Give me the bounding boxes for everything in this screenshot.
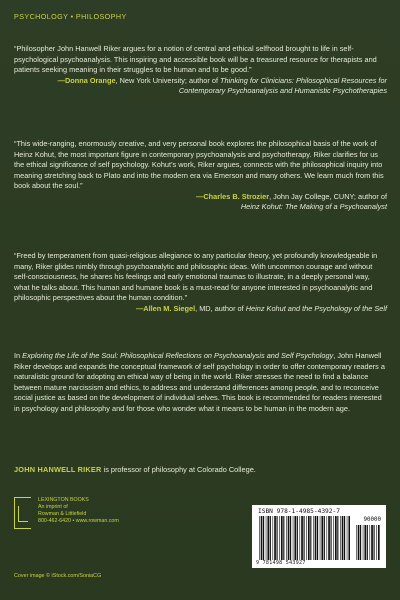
publisher-logo-icon (14, 497, 31, 529)
barcode-bar (259, 516, 260, 560)
barcode-bar (363, 525, 364, 560)
barcode (252, 505, 386, 568)
barcode-bar (261, 516, 263, 560)
barcode-bar (348, 516, 350, 560)
price-code: 90000 (363, 517, 381, 523)
blurb-2-affiliation: , John Jay College, CUNY; author of (269, 191, 387, 201)
blurb-2-book: Heinz Kohut: The Making of a Psychoanalyst (240, 202, 387, 211)
barcode-bar (347, 516, 348, 560)
blurb-2-name: —Charles B. Strozier (196, 191, 270, 201)
barcode-main-bars-icon (258, 516, 350, 560)
barcode-bar (270, 516, 271, 560)
barcode-bar (333, 516, 334, 560)
publisher-imprint: An imprint of (38, 504, 68, 510)
barcode-bar (378, 525, 380, 560)
barcode-bar (277, 516, 278, 560)
barcode-bar (293, 516, 294, 560)
barcode-bar (288, 516, 290, 560)
blurb-3-attribution (14, 304, 387, 315)
blurb-2-attribution (14, 192, 387, 213)
barcode-number: 9 781498 543927 (256, 560, 306, 566)
barcode-bar (286, 516, 287, 560)
barcode-bar (335, 516, 337, 560)
isbn-label: ISBN 978-1-4985-4392-7 (258, 508, 340, 515)
barcode-bar (328, 516, 330, 560)
blurb-2 (14, 139, 387, 213)
barcode-bar (344, 516, 345, 560)
barcode-bar (297, 516, 298, 560)
barcode-bar (337, 516, 338, 560)
subject-category: PSYCHOLOGY • PHILOSOPHY (14, 12, 127, 21)
barcode-bar (358, 525, 360, 560)
description-body: , John Hanwell Riker develops and expands the conceptual framework of self psychology in order to offer contemporary readers a naturalistic ground for adopting an ethical way of being in the world. Riker stresses the need to find a balance between mature narcissism and ethics, to address and understand differences among people, and to reconceive social justice as based on the development of individual selves. This book is recommended for readers interested in psychology and philosophy and for those who wonder what it means to be human in the modern age. (14, 351, 385, 413)
barcode-bar (376, 525, 377, 560)
description-text (14, 351, 387, 414)
barcode-bar (317, 516, 318, 560)
author-bio (14, 465, 387, 476)
blurb-1-text: “Philosopher John Hanwell Riker argues for a notion of central and ethical selfhood brought to life in self-psychological psychoanalysis. This inspiring and accessible book will be a treasured resource for therapists and patients seeking meaning in their struggles to be human and to be good.” (14, 44, 377, 74)
barcode-bar (321, 516, 323, 560)
publisher-info (38, 497, 119, 525)
barcode-bar (274, 516, 276, 560)
publisher-parent: Rowman & Littlefield (38, 511, 87, 517)
blurb-3-name: —Allen M. Siegel (135, 303, 196, 313)
barcode-bar (331, 516, 332, 560)
barcode-bar (324, 516, 325, 560)
publisher-name: LEXINGTON BOOKS (38, 497, 89, 503)
author-bio-text (14, 465, 387, 476)
publisher-block (14, 497, 164, 557)
barcode-bar (367, 525, 368, 560)
author-bio-body: is professor of philosophy at Colorado College. (101, 465, 256, 474)
publisher-contact: 800-462-6420 • www.rowman.com (38, 518, 119, 524)
barcode-bar (342, 516, 344, 560)
barcode-bar (364, 525, 366, 560)
blurb-3 (14, 251, 387, 314)
barcode-bar (315, 516, 317, 560)
author-name: JOHN HANWELL RIKER (14, 465, 102, 474)
blurb-1-attribution (14, 76, 387, 97)
barcode-bar (294, 516, 296, 560)
barcode-bar (356, 525, 357, 560)
blurb-3-text: “Freed by temperament from quasi-religious allegiance to any particular theory, yet profoundly knowledgeable in many, Riker glides nimbly through psychoanalytic and philosophic ideas. With uncommon courage and without self-consciousness, he shares his feelings and early emotional traumas to illustrate, in a deeply personal way, what he talks about. This human and humane book is a must-read for anyone interested in psychoanalytic and philosophic perspectives about the human condition.” (14, 251, 378, 302)
barcode-bar (301, 516, 303, 560)
blurb-3-affiliation: , MD, author of (195, 303, 246, 313)
barcode-bar (310, 516, 311, 560)
barcode-bar (263, 516, 264, 560)
barcode-bar (283, 516, 284, 560)
barcode-bar (266, 516, 267, 560)
blurb-3-book: Heinz Kohut and the Psychology of the Self (245, 303, 387, 313)
barcode-bar (273, 516, 274, 560)
barcode-bar (300, 516, 301, 560)
cover-credit: Cover image © iStock.com/SoniaCG (14, 573, 102, 579)
blurb-1-name: —Donna Orange (57, 75, 116, 85)
barcode-bar (267, 516, 269, 560)
barcode-bar (340, 516, 341, 560)
barcode-bar (308, 516, 310, 560)
barcode-bar (304, 516, 305, 560)
barcode-bar (327, 516, 328, 560)
barcode-bar (370, 525, 371, 560)
book-description (14, 351, 387, 414)
barcode-bar (279, 516, 280, 560)
blurb-2-text: “This wide-ranging, enormously creative, and very personal book explores the philosophical basis of the work of Heinz Kohut, the most important figure in contemporary psychoanalysis and psychotherapy. Riker clarifies for us the ethical significance of self psychology. Kohut’s work, Riker argues, connects with the philosophical inquiry into meaning stretching back to Plato and into the modern era via Emerson and many others. We learn much from this book about the soul.” (14, 139, 384, 190)
blurb-1 (14, 44, 387, 97)
barcode-bar (281, 516, 283, 560)
description-title: Exploring the Life of the Soul: Philosophical Reflections on Psychoanalysis and Self Psychology (22, 351, 334, 360)
blurb-1-affiliation: , New York University; author of (115, 75, 221, 85)
blurb-1-book: Thinking for Clinicians: Philosophical Resources for Contemporary Psychoanalysis and Humanistic Psychotherapies (178, 75, 387, 95)
barcode-bar (320, 516, 321, 560)
description-intro: In (14, 351, 23, 360)
barcode-bar (306, 516, 307, 560)
barcode-bar (360, 525, 361, 560)
barcode-bar (371, 525, 373, 560)
barcode-bar (313, 516, 314, 560)
barcode-bar (290, 516, 291, 560)
barcode-addon-bars-icon (355, 525, 381, 560)
barcode-bar (374, 525, 375, 560)
